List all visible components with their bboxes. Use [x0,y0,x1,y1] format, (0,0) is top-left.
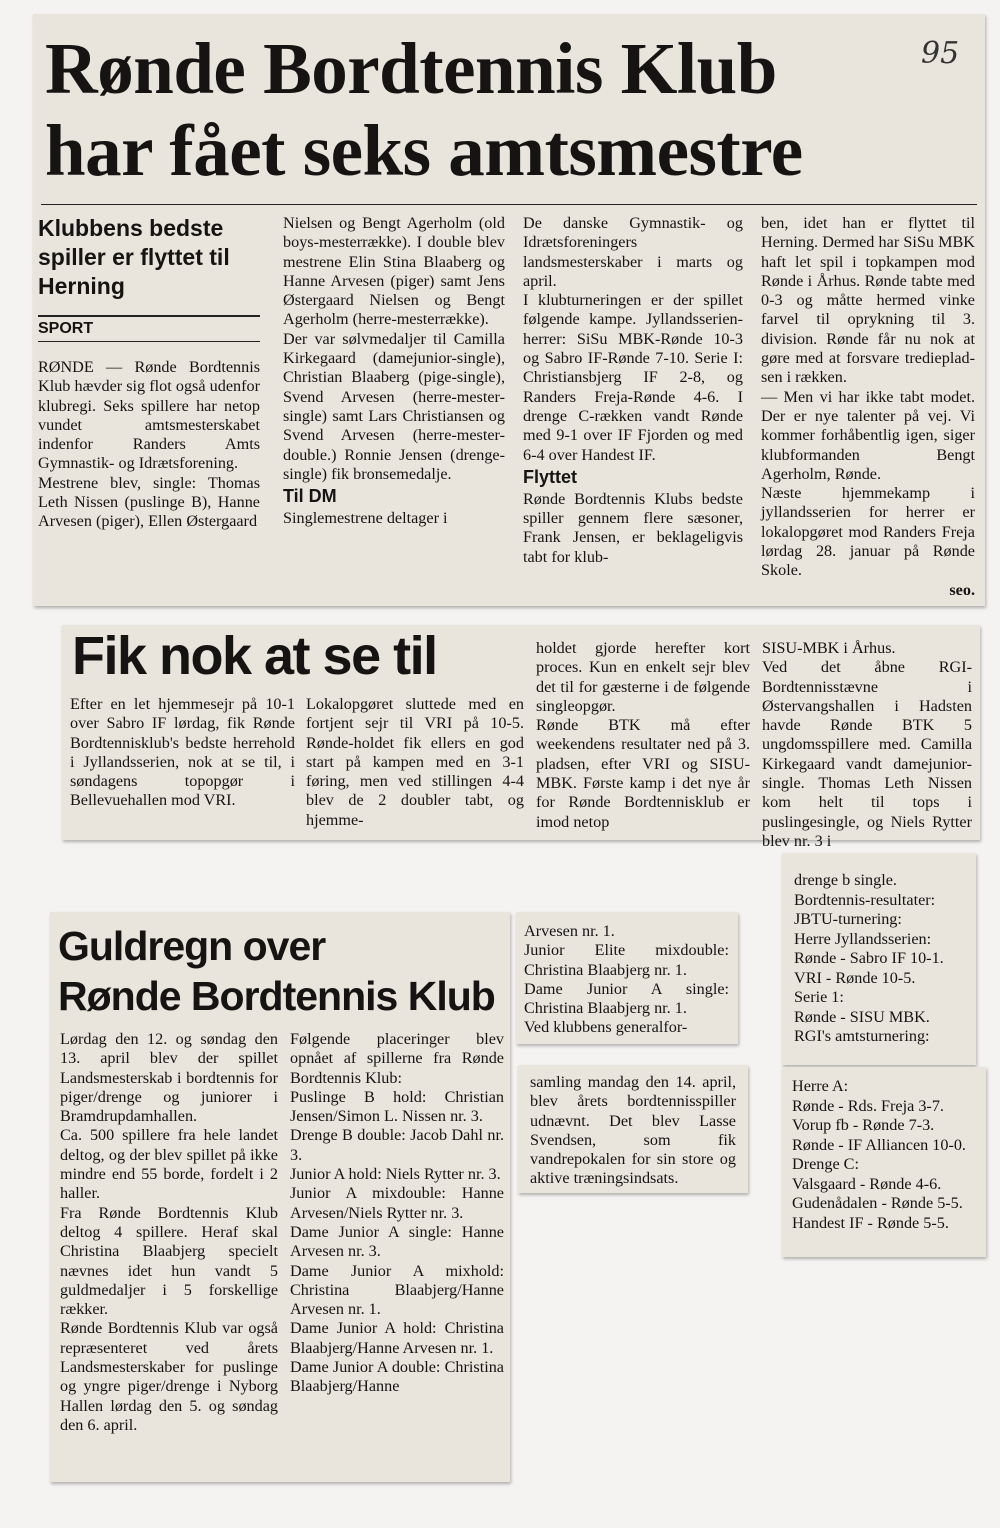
column-1-text: Lørdag den 12. og søndag den 13. april blev der spillet Landsmesterskab i bordtennis for piger/drenge og juniorer i Bramdrupdamhallen. Ca. 500 spillere fra hele landet deltog, og der blev spillet på ikke mindre end 55 borde, fordelt i 2 haller. Fra Rønde Bordtennis Klub deltog 4 spillere. Heraf skal Christina Blaabjerg specielt nævnes idet hun vandt 5 guldmedaljer i 5 forskellige rækker. Rønde Bordtennis Klub var også repræsenteret ved årets Landsmesterskaber for puslinge og yngre piger/drenge i Nyborg Hallen lørdag den 5. og søndag den 6. april. [60,1030,278,1434]
section-rule-bottom [38,341,260,342]
column-4-text: ben, idet han er flyttet til Herning. Dermed har SiSu MBK haft let spil i topkampen mod Rønde i Århus. Rønde tabte med 0-3 og måtte hermed vinke farvel til oprykning til 3. division. Rønde får nu nok at gøre med at forsvare trediepladsen i rækken. — Men vi har ikke tabt modet. Der er nye talenter på vej. Vi kommer forhåbentlig igen, siger klubformanden Bengt Agerholm, Rønde. Næste hjemmekamp i jyllandsserien for herrer er lokalopgøret mod Randers Freja lørdag 28. januar på Rønde Skole. [761,214,975,580]
column-2-text: Følgende placeringer blev opnået af spillerne fra Rønde Bordtennis Klub: Puslinge B hold: Christian Jensen/Simon L. Nissen nr. 3. Drenge B double: Jacob Dahl nr. 3. Junior A hold: Niels Rytter nr. 3. Junior A mixdouble: Hanne Arvesen/Niels Rytter nr. 3. Dame Junior A single: Hanne Arvesen nr. 3. Dame Junior A mixhold: Christina Blaabjerg/Hanne Arvesen nr. 1. Dame Junior A hold: Christina Blaabjerg/Hanne Arvesen nr. 1. Dame Junior A double: Christina Blaabjerg/Hanne [290,1030,504,1396]
signature: seo. [949,580,975,599]
column-2-text: Nielsen og Bengt Agerholm (old boys-mesterrække). I double blev mestrene Elin Stina Blaaberg og Hanne Arvesen (piger) samt Jens Østergaard Nielsen og Bengt Agerholm (herre-mesterrække). Der var sølvmedaljer til Camilla Kirkegaard (damejunior-single), Christian Blaaberg (pige-single), Svend Arvesen (herre-mester-single) samt Lars Christiansen og Svend Arvesen (herre-mester-double.) Ronnie Jensen (drenge-single) fik bronsemedalje. [283,214,505,483]
column-2 [283,214,505,528]
article-clipping-guldregn-left [50,912,510,1482]
headline-line-2: har fået seks amtsmestre [45,110,803,191]
column-1 [38,214,260,532]
body-text: samling mandag den 14. april, blev årets bordtennisspiller udnævnt. Det blev Lasse Svendsen, som fik vandrepokalen for sin store og aktive træningsindsats. [530,1073,736,1188]
column-4-text: SISU-MBK i Århus. Ved det åbne RGI-Bordtennisstævne i Østervangshallen i Hadsten havde Rønde BTK 5 ungdomsspillere med. Camilla Kirkegaard vandt damejunior-single. Thomas Leth Nissen kom helt til tops i puslingesingle, og Niels Rytter blev nr. 3 i [762,639,972,850]
headline-line-2: Rønde Bordtennis Klub [58,973,495,1019]
column-1-text: Efter en let hjemmesejr på 10-1 over Sabro IF lørdag, fik Rønde Bordtennisklub's bedste herrehold i Jyllandsserien, nok at se til, i søndagens topopgør i Bellevuehallen mod VRI. [70,695,295,810]
headline: Fik nok at se til [72,626,437,686]
column-2-text-b: Singlemestrene deltager i [283,509,448,528]
column-4 [761,214,975,600]
column-3 [523,214,743,567]
section-rule [38,315,260,317]
column-2-text: Lokalopgøret sluttede med en fortjent sejr til VRI på 10-5. Rønde-holdet fik ellers en god start på kampen med en 3-1 føring, men ved stillingen 4-4 blev de 2 doubler tabt, og hjemme- [306,695,524,829]
handwritten-note: 95 [921,36,960,71]
column-1-text: RØNDE — Rønde Bordtennis Klub hævder sig flot også udenfor klubregi. Seks spillere har netop vundet amtsmesterskabet indenfor Randers Amts Gymnastik- og Idrætsforening. Mestrene blev, single: Thomas Leth Nissen (puslinge B), Hanne Arvesen (piger), Ellen Østergaard [38,358,260,531]
article-clipping-generalforsamling [518,1065,748,1193]
subhead-flyttet: Flyttet [523,466,577,487]
article-clipping-guldregn-right [516,912,738,1044]
headline-line-1: Rønde Bordtennis Klub [45,28,777,109]
subhead-til-dm: Til DM [283,486,337,507]
subheadline: Klubbens bedste spiller er flyttet til Herning [38,215,230,299]
column-3-text-b: Rønde Bordtennis Klubs bedste spiller gennem flere sæsoner, Frank Jensen, er beklageligvis tabt for klub- [523,489,743,566]
article-clipping-amtsmestre [33,14,985,606]
results-clipping-jbtu [782,853,976,1065]
results-text: Herre A: Rønde - Rds. Freja 3-7. Vorup fb - Rønde 7-3. Rønde - IF Alliancen 10-0. Drenge C: Valsgaard - Rønde 4-6. Gudenådalen - Rønde 5-5. Handest IF - Rønde 5-5. [792,1077,966,1232]
results-text: drenge b single. Bordtennis-resultater: JBTU-turnering: Herre Jyllandsserien: Rønde - Sabro IF 10-1. VRI - Rønde 10-5. Serie 1: Rønde - SISU MBK. RGI's amtsturnering: [794,871,944,1045]
headline-rule [41,204,977,205]
article-clipping-fik-nok [62,625,980,850]
section-label: SPORT [38,320,94,337]
results-clipping-rgi [782,1067,986,1257]
column-3-text: holdet gjorde herefter kort proces. Kun en enkelt sejr blev det til for gæsterne i de følgende singleopgør. Rønde BTK må efter weekendens resultater ned på 3. pladsen, efter VRI og SISU-MBK. Første kamp i det nye år for Rønde Bordtennisklub er imod netop [536,639,750,831]
column-3-text: De danske Gymnastik- og Idrætsforeningers landsmesterskaber i marts og april. I klubturneringen er der spillet følgende kampe. Jyllandsserien-herrer: SiSu MBK-Rønde 10-3 og Sabro IF-Rønde 7-10. Serie I: Christiansbjerg IF 2-8, og Randers Freja-Rønde 4-6. I drenge C-rækken vandt Rønde med 9-1 over IF Fjorden og med 6-4 over Handest IF. [523,214,743,464]
headline-line-1: Guldregn over [58,923,326,969]
column-3-text: Arvesen nr. 1. Junior Elite mixdouble: Christina Blaabjerg nr. 1. Dame Junior A single: Christina Blaabjerg nr. 1. Ved klubbens generalfor- [524,922,729,1037]
